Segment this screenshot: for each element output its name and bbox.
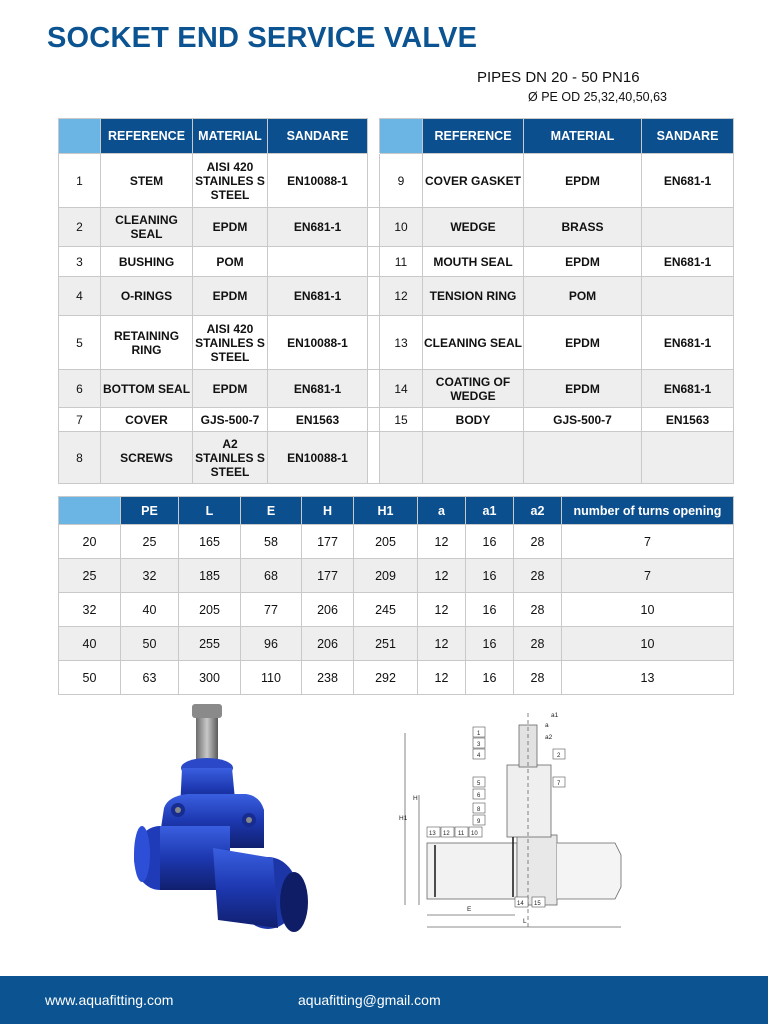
callout-11: 11 xyxy=(458,831,465,837)
dim-h1: H1 xyxy=(399,815,408,822)
table-cell: 110 xyxy=(241,661,302,695)
part-reference: COATING OF WEDGE xyxy=(423,370,524,408)
part-standard xyxy=(642,432,734,484)
part-standard xyxy=(642,208,734,247)
table-cell: 28 xyxy=(514,593,562,627)
header-h1: H1 xyxy=(354,497,418,525)
table-cell: 77 xyxy=(241,593,302,627)
part-number: 3 xyxy=(59,247,101,277)
part-reference xyxy=(423,432,524,484)
table-cell: 185 xyxy=(179,559,241,593)
column-gap xyxy=(368,119,380,154)
part-reference: BODY xyxy=(423,408,524,432)
header-l: L xyxy=(179,497,241,525)
table-cell: 16 xyxy=(466,627,514,661)
email-link[interactable]: aquafitting@gmail.com xyxy=(298,992,441,1008)
column-gap xyxy=(368,316,380,370)
table-cell: 50 xyxy=(121,627,179,661)
part-standard: EN681-1 xyxy=(642,370,734,408)
column-gap xyxy=(368,370,380,408)
table-cell: 12 xyxy=(418,627,466,661)
column-gap xyxy=(368,208,380,247)
part-reference: WEDGE xyxy=(423,208,524,247)
part-number: 6 xyxy=(59,370,101,408)
part-number: 11 xyxy=(380,247,423,277)
table-cell: 10 xyxy=(562,593,734,627)
callout-1: 1 xyxy=(477,731,481,737)
dim-a1: a1 xyxy=(551,712,559,719)
dn-cell: 32 xyxy=(59,593,121,627)
table-cell: 206 xyxy=(302,627,354,661)
table-row xyxy=(59,559,734,593)
table-cell: 40 xyxy=(121,593,179,627)
header-material: MATERIAL xyxy=(524,119,642,154)
table-row xyxy=(59,154,734,208)
part-number: 5 xyxy=(59,316,101,370)
part-standard: EN1563 xyxy=(642,408,734,432)
part-reference: BUSHING xyxy=(101,247,193,277)
table-row xyxy=(59,593,734,627)
table-cell: 12 xyxy=(418,525,466,559)
table-cell: 245 xyxy=(354,593,418,627)
table-row xyxy=(59,247,734,277)
part-number: 12 xyxy=(380,277,423,316)
header-corner xyxy=(59,497,121,525)
table-cell: 255 xyxy=(179,627,241,661)
table-cell: 13 xyxy=(562,661,734,695)
header-corner xyxy=(59,119,101,154)
header-reference: REFERENCE xyxy=(423,119,524,154)
dimensions-table xyxy=(58,496,734,695)
part-material xyxy=(524,432,642,484)
table-row xyxy=(59,370,734,408)
column-gap xyxy=(368,408,380,432)
dn-cell: 50 xyxy=(59,661,121,695)
table-cell: 12 xyxy=(418,661,466,695)
table-cell: 205 xyxy=(354,525,418,559)
part-material: A2 STAINLES S STEEL xyxy=(193,432,268,484)
part-material: POM xyxy=(193,247,268,277)
table-row xyxy=(59,277,734,316)
part-standard: EN10088-1 xyxy=(268,316,368,370)
part-material: POM xyxy=(524,277,642,316)
technical-drawing xyxy=(385,705,665,935)
part-number: 1 xyxy=(59,154,101,208)
part-standard: EN681-1 xyxy=(268,208,368,247)
table-row xyxy=(59,432,734,484)
part-reference: BOTTOM SEAL xyxy=(101,370,193,408)
callout-12: 12 xyxy=(443,831,450,837)
header-material: MATERIAL xyxy=(193,119,268,154)
part-material: EPDM xyxy=(193,208,268,247)
part-standard xyxy=(642,277,734,316)
part-reference: CLEANING SEAL xyxy=(101,208,193,247)
callout-5: 5 xyxy=(477,781,481,787)
table-cell: 12 xyxy=(418,559,466,593)
dn-cell: 25 xyxy=(59,559,121,593)
part-material: EPDM xyxy=(524,370,642,408)
table-cell: 177 xyxy=(302,525,354,559)
table-cell: 16 xyxy=(466,593,514,627)
table-row xyxy=(59,408,734,432)
part-reference: O-RINGS xyxy=(101,277,193,316)
part-number: 14 xyxy=(380,370,423,408)
dim-l: L xyxy=(523,918,527,925)
part-reference: CLEANING SEAL xyxy=(423,316,524,370)
table-cell: 177 xyxy=(302,559,354,593)
part-standard: EN10088-1 xyxy=(268,432,368,484)
part-number: 8 xyxy=(59,432,101,484)
part-reference: TENSION RING xyxy=(423,277,524,316)
table-cell: 25 xyxy=(121,525,179,559)
table-cell: 16 xyxy=(466,661,514,695)
pe-subtitle: Ø PE OD 25,32,40,50,63 xyxy=(528,90,667,104)
part-standard: EN681-1 xyxy=(642,316,734,370)
callout-6: 6 xyxy=(477,793,481,799)
part-material: BRASS xyxy=(524,208,642,247)
part-standard: EN681-1 xyxy=(268,277,368,316)
part-material: EPDM xyxy=(193,370,268,408)
pipes-subtitle: PIPES DN 20 - 50 PN16 xyxy=(477,69,640,86)
table-cell: 12 xyxy=(418,593,466,627)
table-cell: 10 xyxy=(562,627,734,661)
table-cell: 7 xyxy=(562,525,734,559)
table-cell: 28 xyxy=(514,559,562,593)
callout-9: 9 xyxy=(477,819,481,825)
part-standard: EN10088-1 xyxy=(268,154,368,208)
part-material: EPDM xyxy=(524,154,642,208)
header-e: E xyxy=(241,497,302,525)
part-reference: RETAINING RING xyxy=(101,316,193,370)
part-number: 13 xyxy=(380,316,423,370)
part-reference: SCREWS xyxy=(101,432,193,484)
callout-3: 3 xyxy=(477,742,481,748)
table-cell: 238 xyxy=(302,661,354,695)
website-link[interactable]: www.aquafitting.com xyxy=(45,992,174,1008)
table-cell: 28 xyxy=(514,525,562,559)
part-material: EPDM xyxy=(193,277,268,316)
part-number xyxy=(380,432,423,484)
table-cell: 58 xyxy=(241,525,302,559)
header-turns: number of turns opening xyxy=(562,497,734,525)
table-row xyxy=(59,627,734,661)
part-material: GJS-500-7 xyxy=(524,408,642,432)
part-number: 7 xyxy=(59,408,101,432)
header-corner xyxy=(380,119,423,154)
table-cell: 28 xyxy=(514,627,562,661)
column-gap xyxy=(368,432,380,484)
header-a1: a1 xyxy=(466,497,514,525)
parts-header-row xyxy=(59,119,734,154)
parts-table xyxy=(58,118,734,484)
table-cell: 28 xyxy=(514,661,562,695)
table-cell: 205 xyxy=(179,593,241,627)
header-standard: SANDARE xyxy=(642,119,734,154)
callout-7: 7 xyxy=(557,781,561,787)
dim-h: H xyxy=(413,795,418,802)
table-cell: 32 xyxy=(121,559,179,593)
part-reference: STEM xyxy=(101,154,193,208)
table-row xyxy=(59,208,734,247)
column-gap xyxy=(368,277,380,316)
table-cell: 206 xyxy=(302,593,354,627)
table-cell: 165 xyxy=(179,525,241,559)
part-number: 15 xyxy=(380,408,423,432)
table-cell: 292 xyxy=(354,661,418,695)
header-a: a xyxy=(418,497,466,525)
header-standard: SANDARE xyxy=(268,119,368,154)
valve-photo xyxy=(118,698,330,948)
table-cell: 63 xyxy=(121,661,179,695)
header-reference: REFERENCE xyxy=(101,119,193,154)
dn-cell: 20 xyxy=(59,525,121,559)
dimensions-header-row xyxy=(59,497,734,525)
column-gap xyxy=(368,247,380,277)
table-cell: 300 xyxy=(179,661,241,695)
table-cell: 16 xyxy=(466,559,514,593)
header-pe: PE xyxy=(121,497,179,525)
part-material: AISI 420 STAINLES S STEEL xyxy=(193,154,268,208)
header-h: H xyxy=(302,497,354,525)
part-material: AISI 420 STAINLES S STEEL xyxy=(193,316,268,370)
table-cell: 251 xyxy=(354,627,418,661)
table-cell: 7 xyxy=(562,559,734,593)
part-standard: EN1563 xyxy=(268,408,368,432)
callout-13: 13 xyxy=(429,831,436,837)
part-reference: COVER xyxy=(101,408,193,432)
table-cell: 209 xyxy=(354,559,418,593)
dim-e: E xyxy=(467,906,472,913)
part-standard xyxy=(268,247,368,277)
part-reference: COVER GASKET xyxy=(423,154,524,208)
header-a2: a2 xyxy=(514,497,562,525)
dn-cell: 40 xyxy=(59,627,121,661)
table-row xyxy=(59,525,734,559)
part-number: 9 xyxy=(380,154,423,208)
part-number: 10 xyxy=(380,208,423,247)
part-standard: EN681-1 xyxy=(268,370,368,408)
column-gap xyxy=(368,154,380,208)
table-cell: 96 xyxy=(241,627,302,661)
callout-14: 14 xyxy=(517,901,524,907)
callout-4: 4 xyxy=(477,753,481,759)
footer-bar xyxy=(0,976,768,1024)
part-reference: MOUTH SEAL xyxy=(423,247,524,277)
table-row xyxy=(59,316,734,370)
part-standard: EN681-1 xyxy=(642,154,734,208)
table-cell: 16 xyxy=(466,525,514,559)
part-number: 4 xyxy=(59,277,101,316)
part-material: EPDM xyxy=(524,316,642,370)
callout-15: 15 xyxy=(534,901,541,907)
part-material: GJS-500-7 xyxy=(193,408,268,432)
page-title: SOCKET END SERVICE VALVE xyxy=(47,22,478,54)
part-material: EPDM xyxy=(524,247,642,277)
callout-2: 2 xyxy=(557,753,561,759)
callout-8: 8 xyxy=(477,807,481,813)
part-standard: EN681-1 xyxy=(642,247,734,277)
table-cell: 68 xyxy=(241,559,302,593)
table-row xyxy=(59,661,734,695)
dim-a2: a2 xyxy=(545,734,553,741)
dim-a: a xyxy=(545,722,549,729)
callout-10: 10 xyxy=(471,831,478,837)
part-number: 2 xyxy=(59,208,101,247)
